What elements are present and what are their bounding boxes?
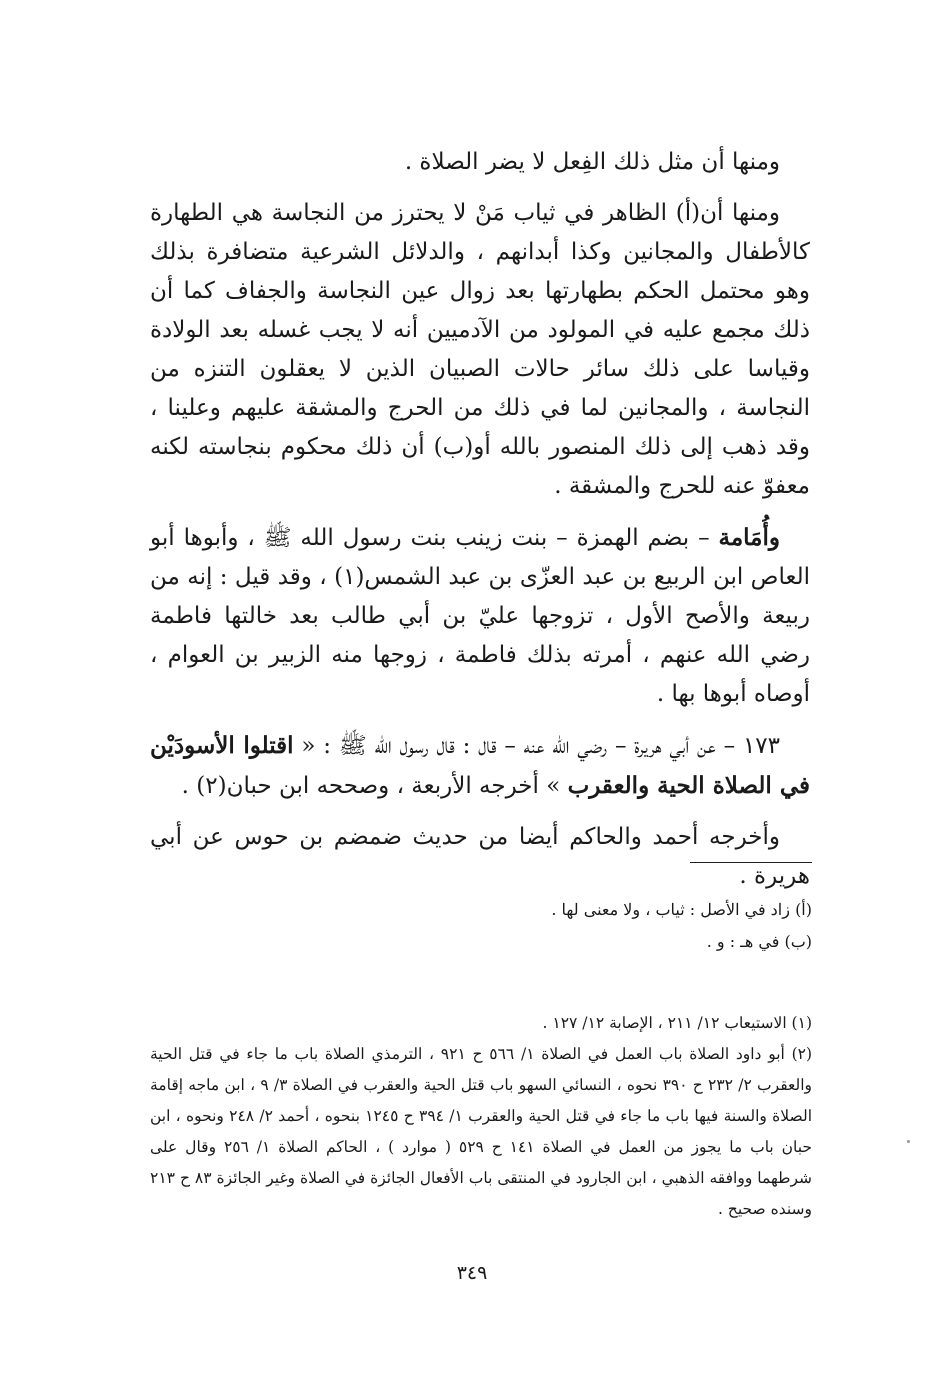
hadith-intro: ١٧٣ – عن أبي هريرة – رضي الله عنه – قال : قال رسول الله ﷺ : «	[293, 733, 780, 759]
paragraph-5: وأخرجه أحمد والحاكم أيضا من حديث ضمضم بن حوس عن أبي هريرة .	[150, 824, 810, 889]
number-footnotes	[150, 1008, 812, 1225]
term-umama: وأُمَامة	[718, 524, 780, 551]
hadith-173	[150, 726, 810, 806]
footnote-1: (١) الاستيعاب ١٢/ ٢١١ ، الإصابة ١٢/ ١٢٧ .	[542, 1014, 812, 1032]
scan-speck	[907, 1140, 910, 1143]
paragraph-2: ومنها أن(أ) الظاهر في ثياب مَنْ لا يحترز من النجاسة هي الطهارة كالأطفال والمجانين وكذا أبدانهم ، والدلائل الشرعية متضافرة بذلك وهو محتمل الحكم بطهارتها بعد زوال عين النجاسة والجفاف كما أن ذلك مجمع عليه في المولود من الآدميين أنه لا يجب غسله بعد الولادة وقياسا على ذلك سائر حالات الصبيان الذين لا يعقلون التنزه من النجاسة ، والمجانين لما في ذلك من الحرج والمشقة عليهم وعلينا ، وقد ذهب إلى ذلك المنصور بالله أو(ب) أن ذلك محكوم بنجاسته لكنه معفوّ عنه للحرج والمشقة .	[150, 200, 810, 499]
paragraph-1: ومنها أن مثل ذلك الفِعل لا يضر الصلاة .	[404, 149, 780, 175]
paragraph-3-text: – بضم الهمزة – بنت زينب بنت رسول الله ﷺ ، وأبوها أبو العاص ابن الربيع بن عبد العزّى بن عبد الشمس(١) ، وقد قيل : إنه من ربيعة والأصح الأول ، تزوجها عليّ بن أبي طالب بعد خالتها فاطمة رضي الله عنهم ، أمرته بذلك فاطمة ، زوجها منه الزبير بن العوام ، أوصاه أبوها بها .	[150, 525, 810, 707]
footnote-divider	[690, 862, 812, 863]
main-text	[150, 143, 810, 908]
footnote-a: (أ) زاد في الأصل : ثياب ، ولا معنى لها .	[551, 900, 812, 919]
footnote-2: (٢) أبو داود الصلاة باب العمل في الصلاة ١/ ٥٦٦ ح ٩٢١ ، الترمذي الصلاة باب ما جاء في قتل الحية والعقرب ٢/ ٢٣٢ ح ٣٩٠ نحوه ، النسائي السهو باب قتل الحية والعقرب في الصلاة ٣/ ٩ ، ابن ماجه إقامة الصلاة والسنة فيها باب ما جاء في قتل الحية والعقرب ١/ ٣٩٤ ح ١٢٤٥ بنحوه ، أحمد ٢/ ٢٤٨ ونحوه ، ابن حبان باب ما يجوز من العمل في الصلاة ١٤١ ح ٥٢٩ ( موارد ) ، الحاكم الصلاة ١/ ٢٥٦ وقال على شرطهما ووافقه الذهبي ، ابن الجارود في المنتقى باب الأفعال الجائزة في الصلاة وغير الجائزة ٨٣ ح ٢١٣ وسنده صحيح .	[150, 1045, 813, 1218]
hadith-text: اقتلوا الأسودَيْن في الصلاة الحية والعقرب	[150, 732, 810, 799]
page-number: ٣٤٩	[456, 1262, 488, 1284]
letter-footnotes	[150, 894, 812, 958]
paragraph-3	[150, 518, 810, 714]
footnote-b: (ب) في هـ : و .	[706, 932, 812, 951]
hadith-source: » أخرجه الأربعة ، وصححه ابن حبان(٢) .	[181, 773, 568, 799]
